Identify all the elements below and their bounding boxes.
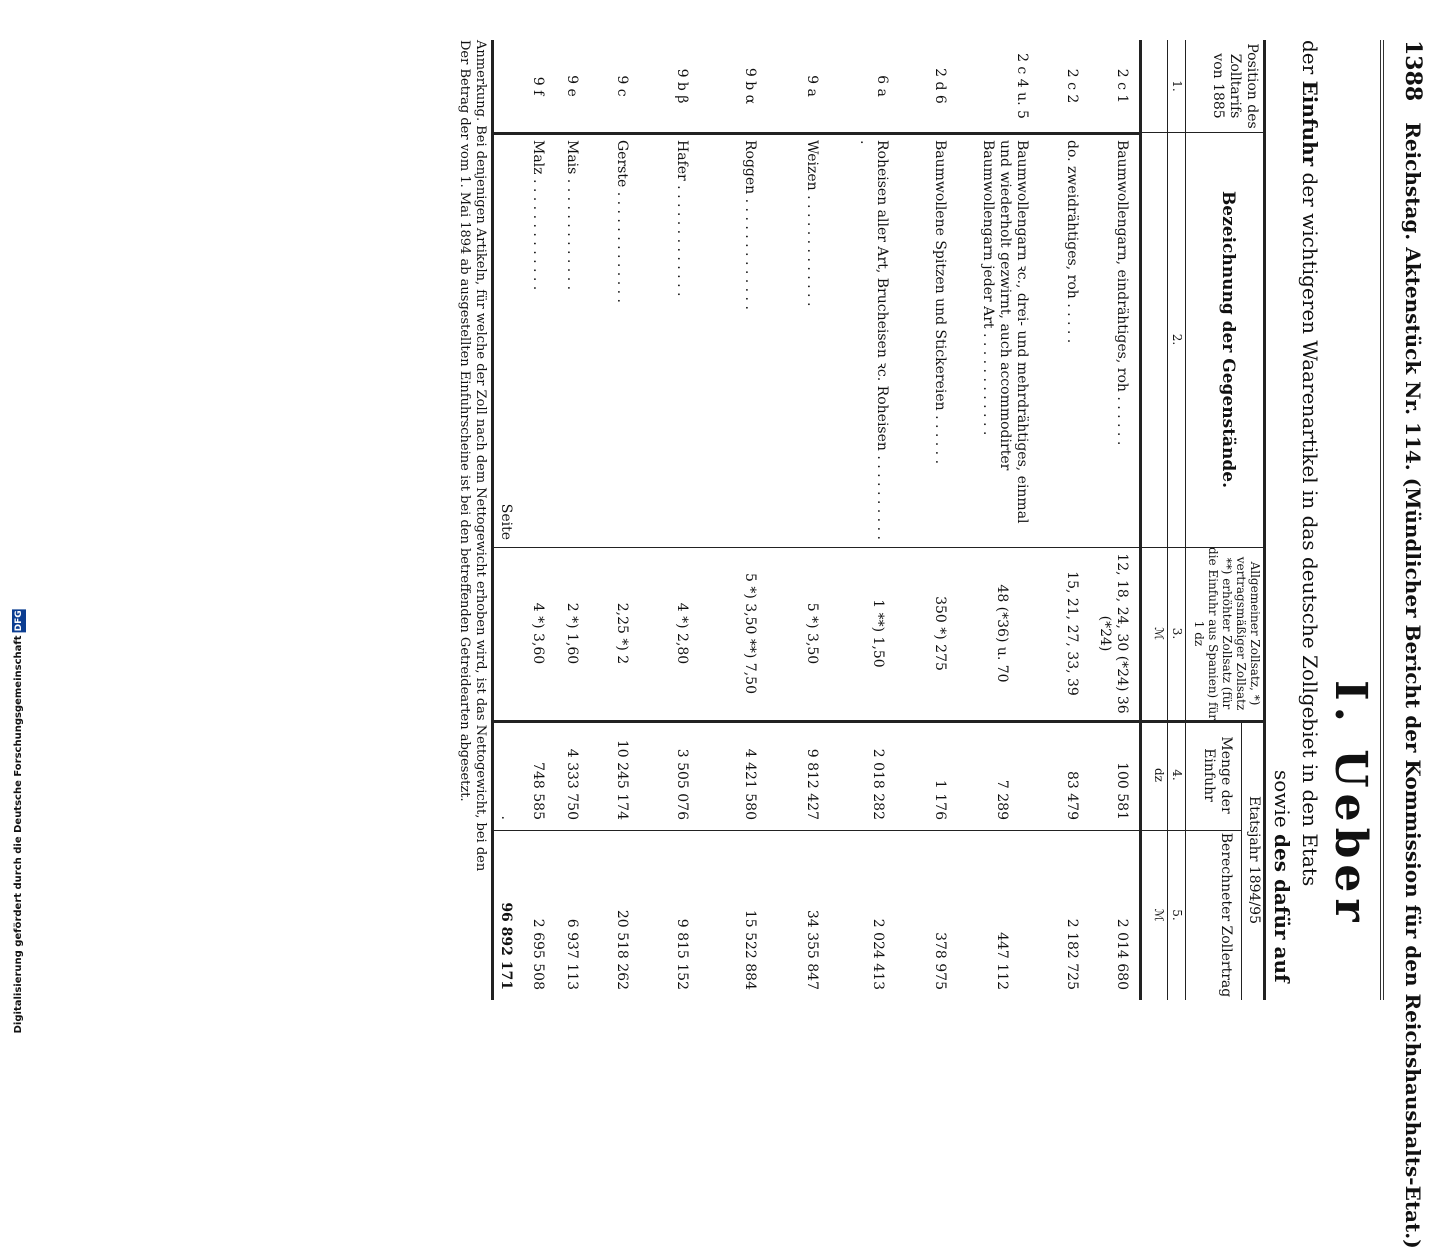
- col-number-1: 1.: [1170, 80, 1184, 92]
- row-menge: 10 245 174: [614, 739, 630, 820]
- col-number-3: 3.: [1170, 627, 1184, 640]
- header-divider: [1185, 40, 1186, 1000]
- row-menge: 1 176: [932, 779, 948, 820]
- row-ertrag: 20 518 262: [614, 909, 630, 990]
- unit-zollertrag: ℳ: [1152, 908, 1166, 922]
- seite-menge: .: [498, 815, 514, 820]
- table-bottom-rule: [491, 40, 494, 1000]
- subtitle-line-2: sowie des dafür auf: [1270, 770, 1294, 983]
- header-bezeichnung: Bezeichnung der Gegenstände.: [1218, 190, 1238, 489]
- row-ertrag: 2 182 725: [1064, 918, 1080, 990]
- unit-zollsatz: ℳ: [1152, 627, 1166, 640]
- row-position: 2 c 2: [1064, 68, 1080, 104]
- row-rate: 4 *) 3,60: [530, 602, 546, 665]
- footnote-line-2: Der Betrag der vom 1. Mai 1894 ab ausgestellten Einfuhrscheine ist bei den betreffenden Getreidearten abgesetzt.: [457, 40, 472, 802]
- row-menge: 9 812 427: [804, 748, 820, 820]
- subtitle: der Einfuhr der wichtigeren Waarenartikel in das deutsche Zollgebiet in den Etats: [1298, 40, 1322, 887]
- row-menge: 83 479: [1064, 771, 1080, 820]
- row-rate: 350 *) 275: [932, 596, 948, 671]
- row-position: 6 a: [874, 75, 890, 97]
- row-position: 2 c 4 u. 5: [1014, 53, 1030, 119]
- header-zollsatz: Allgemeiner Zollsatz, *) vertragsmäßiger Zollsatz **) erhöhter Zollsatz (für die Einfuhr aus Spanien) für 1 dz: [1192, 547, 1262, 720]
- row-menge: 2 018 282: [870, 748, 886, 820]
- row-name: Mais . . . . . . . . . . . . .: [564, 140, 580, 291]
- col-number-4: 4.: [1170, 769, 1184, 781]
- footnote: [456, 40, 488, 1000]
- row-ertrag: 9 815 152: [674, 918, 690, 990]
- header-zollertrag: Berechneter Zollertrag: [1218, 832, 1234, 998]
- row-menge: 4 421 580: [742, 748, 758, 820]
- row-name: Baumwollene Spitzen und Stickereien . . . . . .: [932, 140, 948, 465]
- unit-menge: dz: [1152, 767, 1166, 782]
- seite-total: 96 892 171: [498, 902, 514, 990]
- header-rule: [1380, 40, 1384, 1000]
- row-position: 2 d 6: [932, 68, 948, 104]
- row-name: Hafer . . . . . . . . . . . . .: [674, 140, 690, 297]
- row-position: 9 e: [564, 75, 580, 97]
- header-position: Position des Zolltarifs von 1885: [1210, 43, 1260, 129]
- header-bottom-rule: [1139, 40, 1142, 1000]
- seite-label: Seite: [498, 503, 514, 540]
- row-position: 9 c: [614, 75, 630, 97]
- row-position: 9 b α: [742, 67, 758, 105]
- row-name: Weizen . . . . . . . . . . . . .: [804, 140, 820, 307]
- row-ertrag: 6 937 113: [564, 918, 580, 990]
- page-header: [1386, 40, 1426, 1249]
- row-ertrag: 34 355 847: [804, 909, 820, 990]
- row-rate: 2 *) 1,60: [564, 602, 580, 665]
- row-name: Roggen . . . . . . . . . . . . .: [742, 140, 758, 310]
- row-rate: 48 (*36) u. 70: [994, 584, 1010, 683]
- section-title: I. Ueber: [1325, 680, 1376, 928]
- col-number-5: 5.: [1170, 909, 1184, 921]
- row-rate: 1 **) 1,50: [870, 599, 886, 668]
- row-name: Gerste . . . . . . . . . . . . .: [614, 140, 630, 303]
- row-ertrag: 2 014 680: [1114, 918, 1130, 990]
- row-rate: 5 *) 3,50: [804, 602, 820, 665]
- row-ertrag: 378 975: [932, 932, 948, 990]
- row-rate: 2,25 *) 2: [614, 602, 630, 665]
- digitization-credit: Digitalisierung gefördert durch die Deutsche Forschungsgemeinschaft DFG: [13, 610, 24, 1034]
- row-position: 9 f: [530, 76, 546, 96]
- footnote-line-1: Anmerkung. Bei denjenigen Artikeln, für welche der Zoll nach dem Nettogewicht erhoben wird, ist das Nettogewicht, bei den: [473, 40, 488, 872]
- header-etatsjahr: Etatsjahr 1894/95: [1246, 795, 1262, 924]
- row-ertrag: 2 024 413: [870, 918, 886, 990]
- row-name: Roheisen aller Art, Brucheisen ꝛc. Roheisen . . . . . . . . . . .: [857, 140, 890, 540]
- row-name: Baumwollengarn, eindrähtiges, roh . . . . . .: [1114, 140, 1130, 446]
- col-number-2: 2.: [1170, 333, 1184, 346]
- row-name: Baumwollengarn ꝛc., drei- und mehrdrähtiges, einmal und wiederholt gezwirnt, auch accommodirter Baumwollengarn jeder Art . . . . . . . . . . . .: [980, 140, 1030, 524]
- table-top-rule: [1263, 40, 1266, 1000]
- row-rate: 5 *) 3,50 **) 7,50: [742, 573, 758, 694]
- row-menge: 7 289: [994, 779, 1010, 820]
- row-menge: 4 333 750: [564, 748, 580, 820]
- header-text: Reichstag. Aktenstück Nr. 114. (Mündlicher Bericht der Kommission für den Reichshaushalts-Etat.): [1401, 122, 1425, 1249]
- row-name: Malz . . . . . . . . . . . . .: [530, 140, 546, 291]
- header-menge: Menge der Einfuhr: [1201, 736, 1234, 814]
- row-name: do. zweidrähtiges, roh . . . . .: [1064, 140, 1080, 344]
- row-menge: 3 505 076: [674, 748, 690, 820]
- row-position: 2 c 1: [1114, 68, 1130, 104]
- row-rate: 4 *) 2,80: [674, 602, 690, 665]
- dfg-logo: DFG: [14, 610, 24, 632]
- page-number: 1388: [1400, 40, 1426, 102]
- row-ertrag: 447 112: [994, 932, 1010, 990]
- col-number-divider: [1167, 40, 1168, 1000]
- row-menge: 748 585: [530, 762, 546, 820]
- row-position: 9 b β: [674, 68, 690, 104]
- row-position: 9 a: [804, 75, 820, 97]
- import-table: [494, 40, 1266, 1000]
- row-menge: 100 581: [1114, 762, 1130, 820]
- row-rate: 15, 21, 27, 33, 39: [1064, 571, 1080, 696]
- row-ertrag: 15 522 884: [742, 909, 758, 990]
- row-rate: 12, 18, 24, 30 (*24) 36 (*24): [1097, 553, 1130, 714]
- row-ertrag: 2 695 508: [530, 918, 546, 990]
